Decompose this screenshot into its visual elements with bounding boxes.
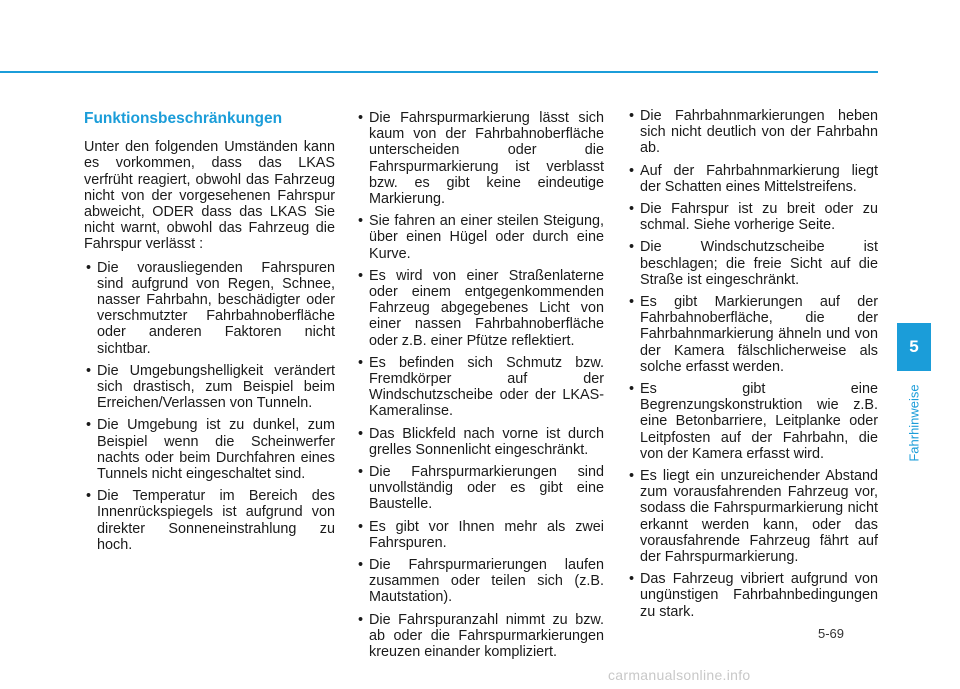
- list-item: • Die Windschutzscheibe ist beschlagen; die freie Sicht auf die Straße ist eingeschränkt.: [627, 239, 878, 288]
- list-item: • Die Umgebung ist zu dunkel, zum Beispiel wenn die Scheinwerfer nachts oder beim Durchfahren eines Tunnels nicht eingeschaltet sind.: [84, 417, 335, 482]
- list-item: • Es gibt vor Ihnen mehr als zwei Fahrspuren.: [356, 519, 604, 551]
- list-item: • Es gibt eine Begrenzungskonstruktion wie z.B. eine Betonbarriere, Leitplanke oder Leitpfosten auf der Fahrbahn, die von der Kamera erfasst wird.: [627, 381, 878, 462]
- list-item: • Auf der Fahrbahnmarkierung liegt der Schatten eines Mittelstreifens.: [627, 163, 878, 195]
- list-item: • Das Blickfeld nach vorne ist durch grelles Sonnenlicht eingeschränkt.: [356, 426, 604, 458]
- watermark: carmanualsonline.info: [608, 667, 751, 683]
- bullet-list-column-3: [627, 108, 878, 620]
- bullet-list-column-2: [356, 110, 604, 660]
- list-item: • Die Fahrbahnmarkierungen heben sich nicht deutlich von der Fahrbahn ab.: [627, 108, 878, 157]
- list-item: • Die Umgebungshelligkeit verändert sich drastisch, zum Beispiel beim Erreichen/Verlassen von Tunneln.: [84, 363, 335, 412]
- list-item: • Es gibt Markierungen auf der Fahrbahnoberfläche, die der Fahrbahnmarkierung ähneln und von der Kamera fälschlicherweise als solche erfasst werden.: [627, 294, 878, 375]
- bullet-list-column-1: [84, 260, 335, 553]
- list-item: • Die Temperatur im Bereich des Innenrückspiegels ist aufgrund von direkter Sonneneinstrahlung zu hoch.: [84, 488, 335, 553]
- chapter-tab: 5: [897, 323, 931, 371]
- list-item: • Es wird von einer Straßenlaterne oder einem entgegenkommenden Fahrzeug abgegebenes Licht von einer nassen Fahrbahnoberfläche oder z.B. einer Pfütze reflektiert.: [356, 268, 604, 349]
- list-item: • Das Fahrzeug vibriert aufgrund von ungünstigen Fahrbahnbedingungen zu stark.: [627, 571, 878, 620]
- column-2: [356, 110, 604, 666]
- page-number: 5-69: [818, 626, 845, 641]
- chapter-side-label: [896, 385, 932, 460]
- chapter-title: Fahrhinweise: [906, 383, 922, 462]
- list-item: • Die Fahrspur ist zu breit oder zu schmal. Siehe vorherige Seite.: [627, 201, 878, 233]
- column-3: [627, 108, 878, 626]
- list-item: • Sie fahren an einer steilen Steigung, über einen Hügel oder durch eine Kurve.: [356, 213, 604, 262]
- list-item: • Die Fahrspuranzahl nimmt zu bzw. ab oder die Fahrspurmarkierungen kreuzen einander kompliziert.: [356, 612, 604, 661]
- intro-paragraph: Unter den folgenden Umständen kann es vorkommen, dass das LKAS verfrüht reagiert, obwohl das Fahrzeug nicht von der vorgesehenen Fahrspur abweicht, ODER dass das LKAS Sie nicht warnt, obwohl das Fahrzeug die Fahrspur verlässt :: [84, 139, 335, 253]
- list-item: • Die Fahrspurmarierungen laufen zusammen oder teilen sich (z.B. Mautstation).: [356, 557, 604, 606]
- column-1: [84, 108, 335, 559]
- header-rule: [0, 71, 878, 73]
- list-item: • Die Fahrspurmarkierungen sind unvollständig oder es gibt eine Baustelle.: [356, 464, 604, 513]
- section-heading: Funktionsbeschränkungen: [84, 110, 283, 127]
- list-item: • Es liegt ein unzureichender Abstand zum vorausfahrenden Fahrzeug vor, sodass die Fahrspurmarkierung nicht erkannt werden kann, oder das vorausfahrende Fahrzeug fährt auf der Fahrspurmarkierung.: [627, 468, 878, 565]
- list-item: • Die Fahrspurmarkierung lässt sich kaum von der Fahrbahnoberfläche unterscheiden oder die Fahrspurmarkierung ist verblasst bzw. es gibt keine eindeutige Markierung.: [356, 110, 604, 207]
- list-item: • Die vorausliegenden Fahrspuren sind aufgrund von Regen, Schnee, nasser Fahrbahn, beschädigter oder verschmutzter Fahrbahnoberfläche oder anderen Faktoren nicht sichtbar.: [84, 260, 335, 357]
- list-item: • Es befinden sich Schmutz bzw. Fremdkörper auf der Windschutzscheibe oder der LKAS-Kameralinse.: [356, 355, 604, 420]
